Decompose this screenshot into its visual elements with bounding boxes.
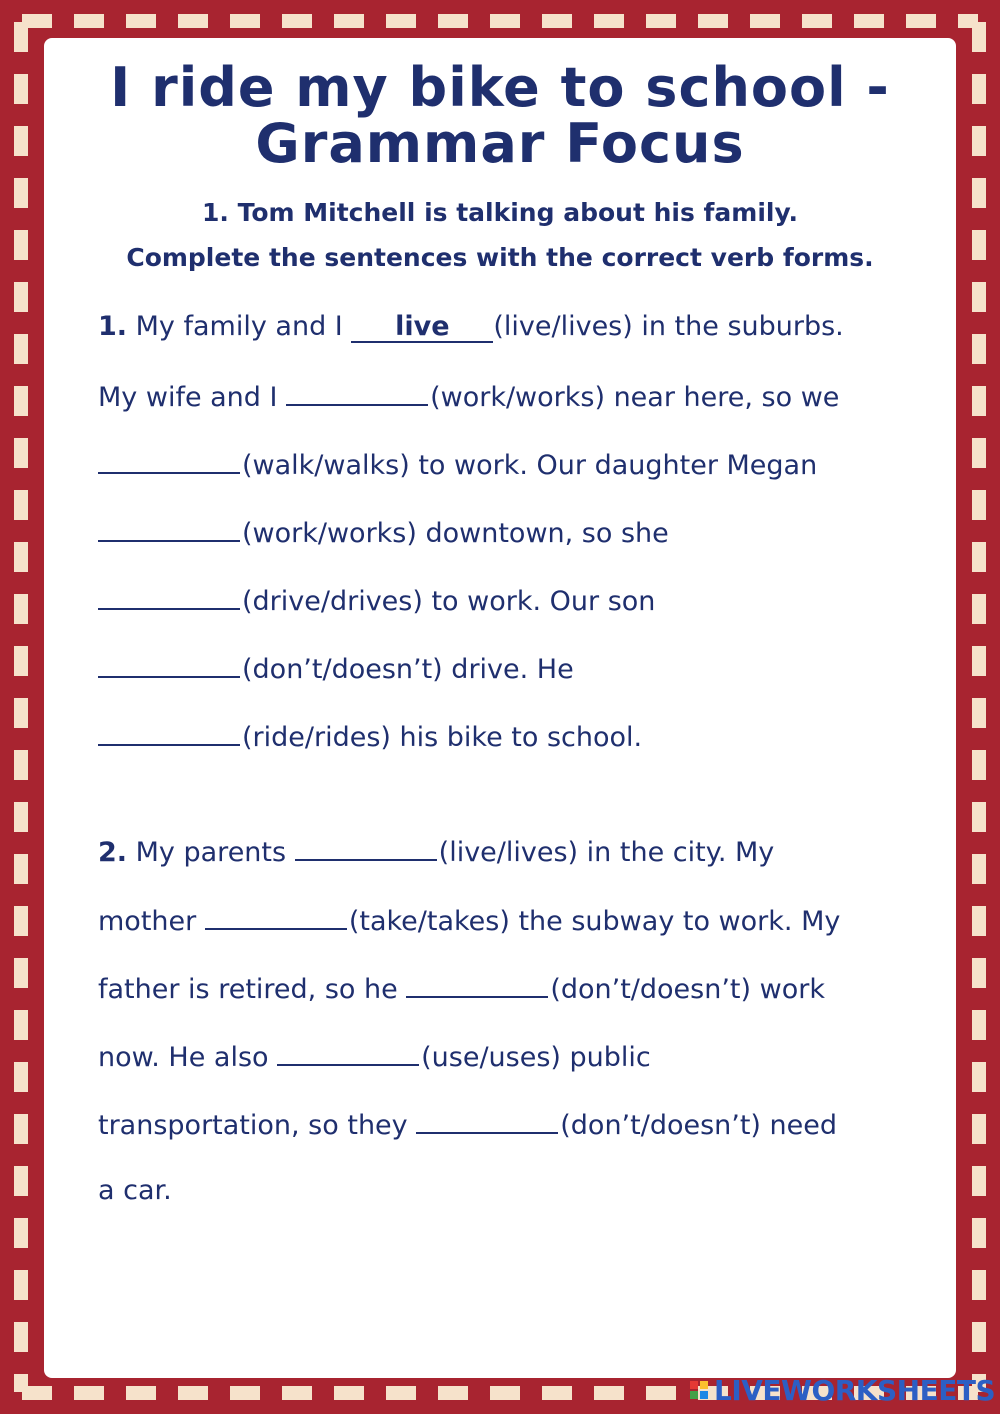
answer-blank[interactable] (98, 446, 240, 474)
logo-squares-icon (690, 1381, 708, 1399)
answer-blank[interactable] (205, 902, 347, 930)
sentence-text: My wife and I (98, 382, 278, 413)
sentence-text: mother (98, 906, 197, 937)
sentence-text: (live/lives) in the city. My (438, 837, 775, 868)
frame-right-border (972, 22, 986, 1392)
sentence-text: (walk/walks) to work. Our daughter Megan (242, 450, 818, 481)
answer-blank[interactable] (98, 718, 240, 746)
section1-line-5 (98, 582, 655, 619)
answer-blank[interactable] (98, 582, 240, 610)
sentence-text: (drive/drives) to work. Our son (242, 586, 656, 617)
page-title (44, 56, 956, 175)
sentence-text: father is retired, so he (98, 974, 398, 1005)
sentence-text: now. He also (98, 1042, 269, 1073)
sentence-text: (don’t/doesn’t) need (560, 1110, 838, 1141)
answer-blank[interactable] (277, 1038, 419, 1066)
instruction-line-2: Complete the sentences with the correct verb forms. (126, 243, 874, 272)
logo-square (700, 1381, 708, 1389)
liveworksheets-logo[interactable] (690, 1374, 995, 1406)
answer-blank[interactable] (295, 833, 437, 861)
answer-blank[interactable] (416, 1106, 558, 1134)
answer-blank-filled[interactable]: live (351, 313, 493, 343)
section2-line-3 (98, 970, 825, 1007)
title-line-2: Grammar Focus (255, 112, 745, 175)
section1-line-4 (98, 514, 669, 551)
sentence-text: (live/lives) in the suburbs. (493, 311, 844, 342)
sentence-text: (take/takes) the subway to work. My (348, 906, 841, 937)
sentence-text: transportation, so they (98, 1110, 408, 1141)
section2-number: 2. (98, 837, 128, 868)
sentence-text: (don’t/doesn’t) drive. He (242, 654, 574, 685)
logo-square (700, 1391, 708, 1399)
answer-blank[interactable] (98, 650, 240, 678)
answer-blank[interactable] (286, 378, 428, 406)
section1-line-6 (98, 650, 574, 687)
sentence-text: (don’t/doesn’t) work (550, 974, 825, 1005)
section1-line-2 (98, 378, 839, 415)
title-line-1: I ride my bike to school - (110, 56, 890, 119)
section2-line-4 (98, 1038, 651, 1075)
sentence-text: (use/uses) public (421, 1042, 651, 1073)
sentence-text: My family and I (135, 311, 343, 342)
frame-left-border (14, 22, 28, 1392)
sentence-text: (work/works) near here, so we (430, 382, 840, 413)
instruction-line-1: 1. Tom Mitchell is talking about his family. (202, 198, 798, 227)
section1-line-3 (98, 446, 817, 483)
section1-line-7 (98, 718, 642, 755)
section2-line-6 (98, 1174, 172, 1208)
worksheet-page (44, 38, 956, 1378)
sentence-text: My parents (135, 837, 287, 868)
sentence-text: (ride/rides) his bike to school. (242, 722, 643, 753)
section2-line-1 (98, 833, 774, 870)
sentence-text: a car. (98, 1175, 172, 1206)
section2-line-2 (98, 902, 840, 939)
logo-text: LIVEWORKSHEETS (714, 1373, 996, 1407)
answer-blank[interactable] (98, 514, 240, 542)
answer-blank[interactable] (406, 970, 548, 998)
section2-line-5 (98, 1106, 837, 1143)
sentence-text: (work/works) downtown, so she (242, 518, 669, 549)
frame-top-border (22, 14, 978, 28)
logo-square (690, 1381, 698, 1389)
section1-number: 1. (98, 311, 128, 342)
logo-square (690, 1391, 698, 1399)
section1-line-1 (98, 310, 844, 344)
